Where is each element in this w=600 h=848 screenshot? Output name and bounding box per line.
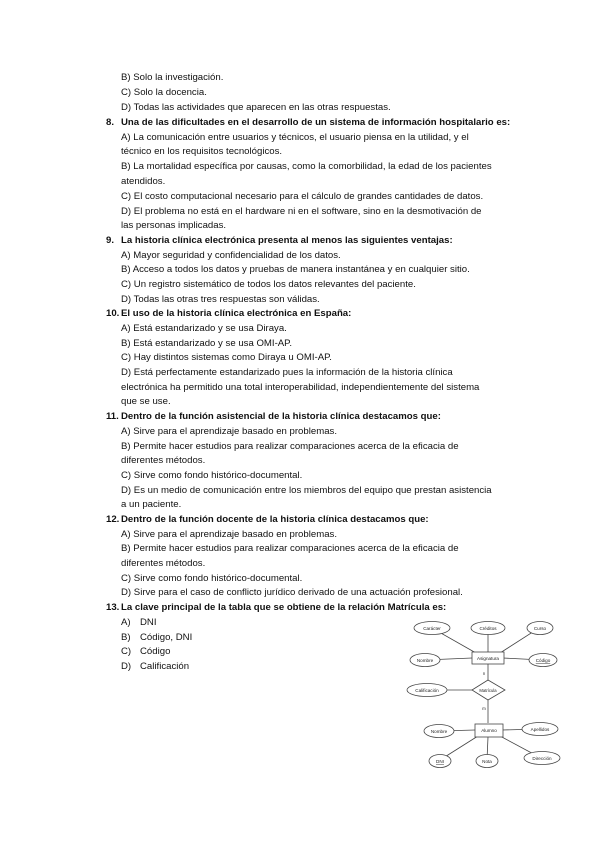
answer-line: A) Sirve para el aprendizaje basado en problemas. [121, 529, 337, 540]
er-diagram [398, 612, 570, 774]
option-b [121, 632, 192, 644]
answer-line: A) La comunicación entre usuarios y técnicos, el usuario piensa en la utilidad, y el [121, 132, 469, 143]
question-text: Dentro de la función docente de la historia clínica destacamos que: [121, 514, 429, 525]
option-d [121, 661, 189, 673]
answer-line: A) Sirve para el aprendizaje basado en problemas. [121, 426, 337, 437]
question-number: 8. [106, 117, 115, 128]
attr-dni: DNI [436, 759, 444, 764]
option-letter: A) [121, 617, 131, 628]
question-10 [106, 308, 351, 320]
attr-nota: Nota [482, 759, 492, 764]
answer-line: B) Solo la investigación. [121, 72, 224, 83]
option-c [121, 646, 170, 658]
attr-creditos: Créditos [479, 626, 497, 631]
attr-caracter: Carácter [423, 626, 441, 631]
question-11 [106, 411, 441, 423]
answer-line: B) La mortalidad específica por causas, como la comorbilidad, la edad de los pacientes [121, 161, 492, 172]
answer-line: diferentes métodos. [121, 558, 206, 569]
attr-calificacion: Calificación [415, 688, 439, 693]
question-text: Dentro de la función asistencial de la historia clínica destacamos que: [121, 411, 441, 422]
attr-codigo: Código [535, 658, 551, 663]
option-letter: D) [121, 661, 132, 672]
question-text: El uso de la historia clínica electrónica en España: [121, 308, 352, 319]
answer-line: las personas implicadas. [121, 220, 227, 231]
answer-line: C) Sirve como fondo histórico-documental. [121, 470, 303, 481]
answer-line: D) Sirve para el caso de conflicto jurídico derivado de una actuación profesional. [121, 587, 463, 598]
question-text: La clave principal de la tabla que se obtiene de la relación Matrícula es: [121, 602, 447, 613]
question-text: La historia clínica electrónica presenta al menos las siguientes ventajas: [121, 235, 453, 246]
question-number: 10. [106, 308, 120, 319]
answer-line: C) Solo la docencia. [121, 87, 207, 98]
option-text: DNI [140, 617, 157, 628]
question-number: 12. [106, 514, 120, 525]
attr-nombre-asig: Nombre [416, 658, 434, 663]
option-a [121, 617, 157, 629]
question-12 [106, 514, 429, 526]
answer-line: B) Permite hacer estudios para realizar comparaciones acerca de la eficacia de [121, 543, 459, 554]
option-text: Calificación [140, 661, 190, 672]
answer-line: técnico en los requisitos tecnológicos. [121, 146, 283, 157]
option-text: Código, DNI [140, 632, 193, 643]
answer-line: C) Sirve como fondo histórico-documental. [121, 573, 303, 584]
answer-line: C) El costo computacional necesario para el cálculo de grandes cantidades de datos. [121, 191, 484, 202]
attr-curso: Curso [533, 626, 547, 631]
relationship-matricula: Matrícula [479, 688, 497, 693]
answer-line: B) Permite hacer estudios para realizar comparaciones acerca de la eficacia de [121, 441, 459, 452]
answer-line: D) Todas las actividades que aparecen en las otras respuestas. [121, 102, 391, 113]
answer-line: C) Un registro sistemático de todos los datos relevantes del paciente. [121, 279, 416, 290]
question-13 [106, 602, 446, 614]
answer-line: diferentes métodos. [121, 455, 206, 466]
answer-line: A) Mayor seguridad y confidencialidad de los datos. [121, 250, 341, 261]
question-number: 11. [106, 411, 119, 422]
entity-asignatura: Asignatura [477, 656, 499, 661]
answer-line: a un paciente. [121, 499, 182, 510]
answer-line: D) El problema no está en el hardware ni en el software, sino en la desmotivación de [121, 206, 482, 217]
option-letter: C) [121, 646, 132, 657]
cardinality-top: n [482, 671, 486, 676]
question-8 [106, 117, 510, 129]
answer-line: D) Es un medio de comunicación entre los miembros del equipo que prestan asistencia [121, 485, 492, 496]
answer-line: A) Está estandarizado y se usa Diraya. [121, 323, 287, 334]
cardinality-bottom: m [482, 706, 486, 711]
answer-line: C) Hay distintos sistemas como Diraya u OMI-AP. [121, 352, 332, 363]
attr-apellidos: Apellidos [530, 727, 550, 732]
attr-direccion: Dirección [532, 756, 552, 761]
entity-alumno: Alumno [481, 728, 497, 733]
question-number: 13. [106, 602, 120, 613]
answer-line: que se use. [121, 396, 171, 407]
question-number: 9. [106, 235, 115, 246]
answer-line: D) Todas las otras tres respuestas son válidas. [121, 294, 320, 305]
answer-line: B) Acceso a todos los datos y pruebas de manera instantánea y en cualquier sitio. [121, 264, 470, 275]
option-letter: B) [121, 632, 131, 643]
answer-line: electrónica ha permitido una total interoperabilidad, independientemente del sistema [121, 382, 480, 393]
answer-line: D) Está perfectamente estandarizado pues la información de la historia clínica [121, 367, 453, 378]
option-text: Código [140, 646, 171, 657]
answer-line: B) Está estandarizado y se usa OMI-AP. [121, 338, 292, 349]
question-text: Una de las dificultades en el desarrollo de un sistema de información hospitalario es: [121, 117, 511, 128]
answer-line: atendidos. [121, 176, 166, 187]
attr-nombre-al: Nombre [430, 729, 448, 734]
question-9 [106, 235, 453, 247]
